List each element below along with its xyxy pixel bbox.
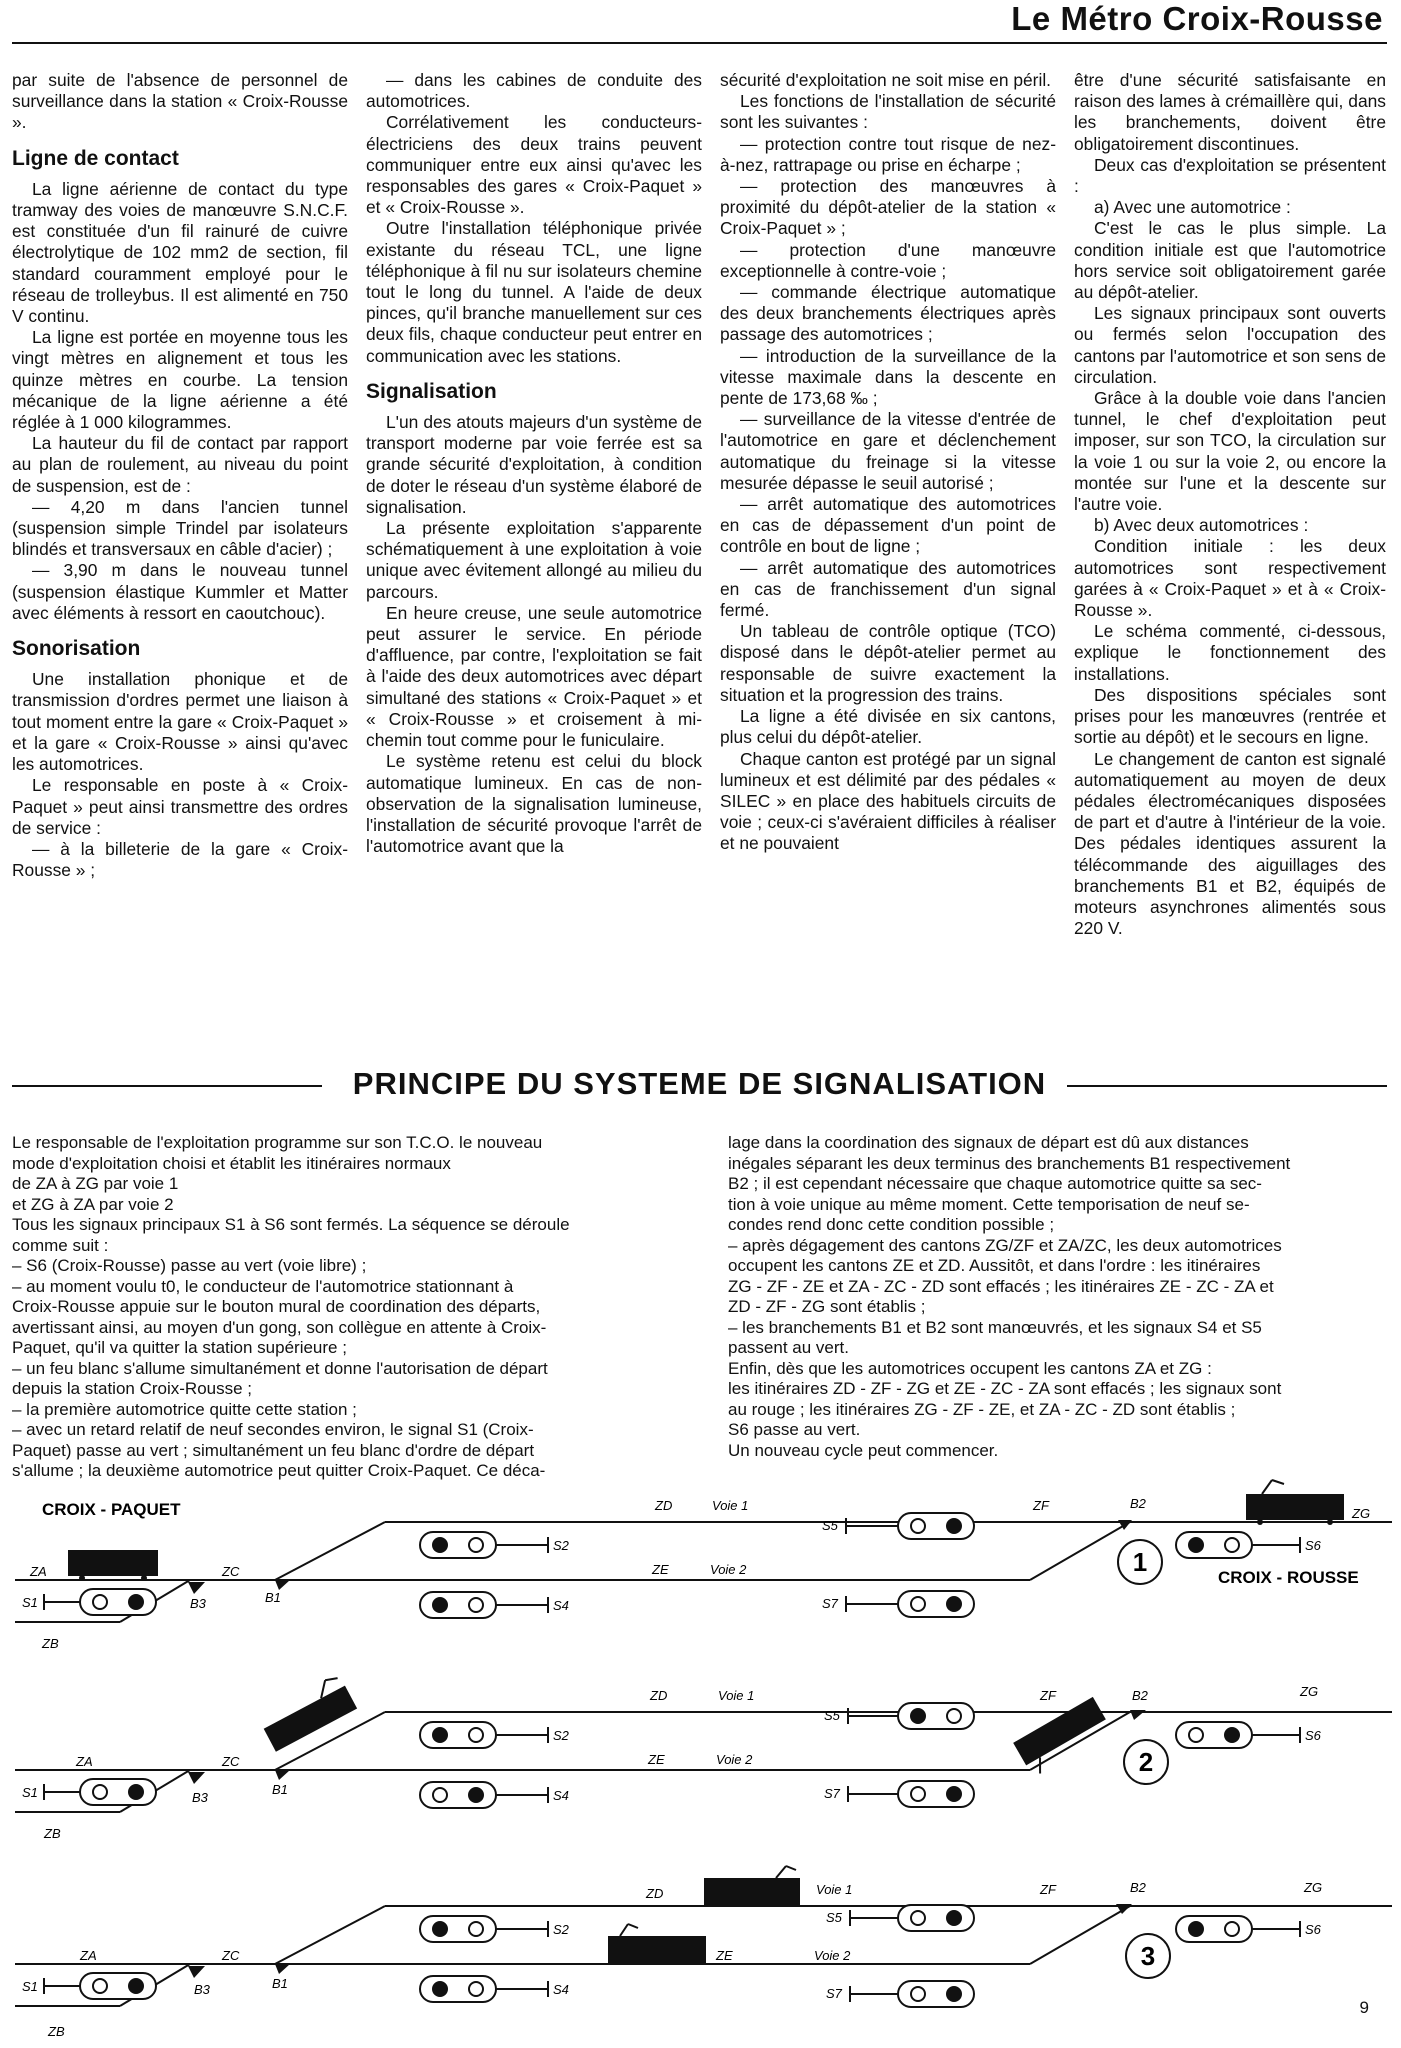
branch-label-b1: B1 <box>272 1782 288 1797</box>
zone-label-zd: ZD <box>646 1886 664 1901</box>
zone-label-zd: ZD <box>650 1688 668 1703</box>
railcar-croix-rousse <box>1246 1480 1344 1525</box>
text-line: de ZA à ZG par voie 1 <box>12 1174 179 1193</box>
signal-s1 <box>22 1973 156 1999</box>
signal-s7 <box>822 1591 974 1617</box>
text-line: avertissant ainsi, au moyen d'un gong, son collègue en attente à Croix- <box>12 1317 547 1337</box>
zone-label-za: ZA <box>30 1564 47 1579</box>
zone-label-zc: ZC <box>222 1948 240 1963</box>
paragraph: — commande électrique automatique des deux branchements électriques après passage des automotrices ; <box>720 282 1056 345</box>
zone-label-zc: ZC <box>222 1564 240 1579</box>
text-line: mode d'exploitation choisi et établit les itinéraires normaux <box>12 1153 451 1173</box>
zone-label-zg: ZG <box>1300 1684 1319 1699</box>
branch-b3-marker <box>188 1772 205 1784</box>
signal-label-s5: S5 <box>826 1910 842 1925</box>
signal-s1 <box>22 1779 156 1805</box>
text-line: – les branchements B1 et B2 sont manœuvrés, et les signaux S4 et S5 <box>728 1317 1262 1337</box>
paragraph: — protection d'une manœuvre exceptionnelle à contre-voie ; <box>720 239 1056 281</box>
signal-label-s6: S6 <box>1305 1728 1321 1743</box>
paragraph: Les signaux principaux sont ouverts ou fermés selon l'occupation des cantons par l'automotrice et son sens de circulation. <box>1074 303 1386 387</box>
zone-label-zb: ZB <box>42 1636 59 1651</box>
section-heading-sonorisation: Sonorisation <box>12 637 141 661</box>
signal-label-s4: S4 <box>553 1982 569 1997</box>
signal-label-s5: S5 <box>822 1518 838 1533</box>
paragraph: — protection des manœuvres à proximité du dépôt-atelier de la station « Croix-Paquet » ; <box>720 176 1056 239</box>
text-line: Tous les signaux principaux S1 à S6 sont fermés. La séquence se déroule <box>12 1215 570 1234</box>
zone-label-za: ZA <box>76 1754 93 1769</box>
text-line: – après dégagement des cantons ZG/ZF et ZA/ZC, les deux automotrices <box>728 1235 1282 1255</box>
signal-s4 <box>420 1592 569 1618</box>
signal-s7 <box>824 1781 974 1807</box>
signal-label-s2: S2 <box>553 1728 569 1743</box>
track-label-voie1: Voie 1 <box>718 1688 755 1703</box>
station-label-croix-paquet: CROIX - PAQUET <box>42 1500 181 1519</box>
text-line: B2 ; il est cependant nécessaire que chaque automotrice quitte sa sec- <box>728 1174 1262 1193</box>
text-line: Croix-Rousse appuie sur le bouton mural de coordination des départs, <box>12 1297 541 1316</box>
branch-b1-marker <box>275 1580 290 1590</box>
railcar-descending <box>1013 1697 1113 1778</box>
text-line: Un nouveau cycle peut commencer. <box>728 1440 999 1460</box>
signal-s2 <box>420 1916 570 1942</box>
signal-s6 <box>1176 1722 1322 1748</box>
zone-label-zf: ZF <box>1040 1882 1056 1897</box>
paragraph: Grâce à la double voie dans l'ancien tunnel, le chef d'exploitation peut imposer, sur son TCO, la circulation sur la voie 1 ou sur la voie 2, ou encore la montée sur l'une et la descente sur l'autre voie. <box>1074 388 1386 515</box>
signal-label-s7: S7 <box>822 1596 838 1611</box>
paragraph: — 3,90 m dans le nouveau tunnel (suspension élastique Kummler et Matter avec éléments à ressort en caoutchouc). <box>12 560 348 623</box>
text-line: – la première automotrice quitte cette station ; <box>12 1399 357 1419</box>
zone-label-zb: ZB <box>48 2024 65 2039</box>
paragraph: Le système retenu est celui du block automatique lumineux. En cas de non-observation de la signalisation lumineuse, l'installation de sécurité provoque l'arrêt de l'automotrice avant que la <box>366 751 702 857</box>
text-line: passent au vert. <box>728 1338 849 1357</box>
track-label-voie1: Voie 1 <box>712 1498 749 1513</box>
branch-label-b3: B3 <box>190 1596 206 1611</box>
paragraph: En heure creuse, une seule automotrice peut assurer le service. En période d'affluence, par contre, l'exploitation se fait à l'aide des deux automotrices avec départ simultané des stations « Croix-Paquet » et « Croix-Rousse » et croisement à mi-chemin tout comme pour le funiculaire. <box>366 602 702 751</box>
paragraph: Outre l'installation téléphonique privée existante du réseau TCL, une ligne téléphonique à fil nu sur isolateurs chemine tout le long du tunnel. A l'aide de deux pinces, qu'il branche manuellement sur ces deux fils, chaque conducteur peut entrer en communication avec les stations. <box>366 218 702 366</box>
text-line: Paquet, qu'il va quitter la station supérieure ; <box>12 1338 347 1357</box>
branch-b1-marker <box>275 1964 290 1974</box>
paragraph: — arrêt automatique des automotrices en cas de dépassement d'un point de contrôle en bout de ligne ; <box>720 494 1056 557</box>
paragraph: — dans les cabines de conduite des automotrices. <box>366 70 702 112</box>
signal-s5 <box>822 1513 974 1539</box>
signal-label-s7: S7 <box>824 1786 840 1801</box>
signal-s2 <box>420 1532 570 1558</box>
paragraph: b) Avec deux automotrices : <box>1094 515 1309 536</box>
paragraph: Chaque canton est protégé par un signal lumineux et est délimité par des pédales « SILEC » en place des habituels circuits de voie ; ceux-ci s'avéraient difficiles à réaliser et ne pouvaient <box>720 748 1056 854</box>
zone-label-zb: ZB <box>44 1826 61 1841</box>
section-title: PRINCIPE DU SYSTEME DE SIGNALISATION <box>343 1066 1056 1101</box>
paragraph: Les fonctions de l'installation de sécurité sont les suivantes : <box>720 91 1056 133</box>
panel-number: 3 <box>1140 1941 1156 1971</box>
branch-label-b2: B2 <box>1130 1496 1146 1511</box>
signal-label-s6: S6 <box>1305 1922 1321 1937</box>
paragraph: La présente exploitation s'apparente schématiquement à une exploitation à voie unique avec évitement allongé au milieu du parcours. <box>366 518 702 602</box>
header-rule <box>12 42 1387 44</box>
paragraph: — surveillance de la vitesse d'entrée de l'automotrice en gare et déclenchement automatique du freinage si la vitesse mesurée dépasse le seuil autorisé ; <box>720 409 1056 493</box>
branch-label-b3: B3 <box>194 1982 210 1997</box>
paragraph: — protection contre tout risque de nez-à-nez, rattrapage ou prise en écharpe ; <box>720 133 1056 175</box>
track-label-voie2: Voie 2 <box>814 1948 851 1963</box>
zone-label-zd: ZD <box>655 1498 673 1513</box>
panel-number: 2 <box>1138 1747 1154 1777</box>
text-line: les itinéraires ZD - ZF - ZG et ZE - ZC - ZA sont effacés ; les signaux sont <box>728 1379 1282 1398</box>
paragraph: Deux cas d'exploitation se présentent : <box>1074 154 1386 197</box>
paragraph: Des dispositions spéciales sont prises pour les manœuvres (rentrée et sortie au dépôt) et le secours en ligne. <box>1074 684 1386 748</box>
text-line: – au moment voulu t0, le conducteur de l'automotrice stationnant à <box>12 1276 514 1296</box>
track-label-voie2: Voie 2 <box>716 1752 753 1767</box>
zone-label-za: ZA <box>80 1948 97 1963</box>
page-title: Le Métro Croix-Rousse <box>1011 0 1383 37</box>
signal-s4 <box>420 1976 569 2002</box>
station-label-croix-rousse: CROIX - ROUSSE <box>1218 1568 1359 1587</box>
paragraph: être d'une sécurité satisfaisante en raison des lames à crémaillère qui, dans les branchements, doivent être obligatoirement discontinues. <box>1074 70 1386 154</box>
paragraph: La ligne aérienne de contact du type tramway des voies de manœuvre S.N.C.F. est constituée d'un fil rainuré de cuivre électrolytique de 102 mm2 de section, fil standard couramment employé pour le réseau de trolleybus. Il est alimenté en 750 V continu. <box>12 178 348 327</box>
paragraph: — arrêt automatique des automotrices en cas de franchissement d'un signal fermé. <box>720 557 1056 621</box>
paragraph: par suite de l'absence de personnel de surveillance dans la station « Croix-Rousse ». <box>12 70 348 133</box>
paragraph: Condition initiale : les deux automotrices sont respectivement garées à « Croix-Paquet » et à « Croix-Rousse ». <box>1074 536 1386 621</box>
signal-s5 <box>826 1905 974 1931</box>
text-line: Enfin, dès que les automotrices occupent les cantons ZA et ZG : <box>728 1358 1212 1378</box>
signal-s2 <box>420 1722 570 1748</box>
text-line: – un feu blanc s'allume simultanément et donne l'autorisation de départ <box>12 1358 548 1378</box>
signal-s5 <box>824 1703 974 1729</box>
paragraph: sécurité d'exploitation ne soit mise en péril. <box>720 70 1052 90</box>
paragraph: Une installation phonique et de transmission d'ordres permet une liaison à tout moment entre la gare « Croix-Paquet » et la gare « Croix-Rousse » ainsi qu'avec les automotrices. <box>12 669 348 775</box>
branch-label-b2: B2 <box>1132 1688 1148 1703</box>
branch-b2-marker <box>1130 1710 1146 1720</box>
article-column-1 <box>12 70 348 881</box>
section-heading-signalisation: Signalisation <box>366 379 497 403</box>
zone-label-zc: ZC <box>222 1754 240 1769</box>
branch-b1-marker <box>275 1770 290 1780</box>
signal-label-s1: S1 <box>22 1785 38 1800</box>
paragraph: — à la billeterie de la gare « Croix-Rousse » ; <box>12 838 348 881</box>
railcar-croix-paquet <box>68 1550 158 1581</box>
signal-label-s6: S6 <box>1305 1538 1321 1553</box>
text-line: ZG - ZF - ZE et ZA - ZC - ZD sont effacés ; les itinéraires ZE - ZC - ZA et <box>728 1276 1274 1296</box>
principle-text-left <box>12 1133 677 1482</box>
article-column-4 <box>1074 70 1386 939</box>
branch-b3-marker <box>188 1966 205 1978</box>
text-line: S6 passe au vert. <box>728 1420 861 1439</box>
paragraph: L'un des atouts majeurs d'un système de transport moderne par voie ferrée est sa grande sécurité d'exploitation, à condition de doter le réseau d'un système élaboré de signalisation. <box>366 412 702 517</box>
paragraph: Le responsable en poste à « Croix-Paquet » peut ainsi transmettre des ordres de service : <box>12 775 348 838</box>
paragraph: — introduction de la surveillance de la vitesse maximale dans la descente en pente de 173,68 ‰ ; <box>720 345 1056 409</box>
signal-label-s1: S1 <box>22 1979 38 1994</box>
signal-s1 <box>22 1589 156 1615</box>
text-line: depuis la station Croix-Rousse ; <box>12 1379 253 1398</box>
zone-label-zf: ZF <box>1040 1688 1056 1703</box>
text-line: – avec un retard relatif de neuf secondes environ, le signal S1 (Croix- <box>12 1420 534 1439</box>
paragraph: C'est le cas le plus simple. La condition initiale est que l'automotrice hors service soit obligatoirement garée au dépôt-atelier. <box>1074 218 1386 303</box>
paragraph: Corrélativement les conducteurs-électriciens des deux trains peuvent communiquer entre eux ainsi qu'avec les responsables des gares « Croix-Paquet » et « Croix-Rousse ». <box>366 112 702 218</box>
text-line: inégales séparant les deux terminus des branchements B1 respectivement <box>728 1153 1291 1173</box>
signal-label-s4: S4 <box>553 1598 569 1613</box>
zone-label-ze: ZE <box>648 1752 665 1767</box>
branch-label-b2: B2 <box>1130 1880 1146 1895</box>
text-line: Le responsable de l'exploitation programme sur son T.C.O. le nouveau <box>12 1133 543 1152</box>
branch-label-b3: B3 <box>192 1790 208 1805</box>
signal-label-s1: S1 <box>22 1595 38 1610</box>
signal-label-s4: S4 <box>553 1788 569 1803</box>
text-line: comme suit : <box>12 1235 109 1255</box>
text-line: au rouge ; les itinéraires ZG - ZF - ZE, et ZA - ZC - ZD sont établis ; <box>728 1399 1236 1419</box>
zone-label-ze: ZE <box>716 1948 733 1963</box>
article-column-2 <box>366 70 702 857</box>
branch-label-b1: B1 <box>265 1590 281 1605</box>
text-line: condes rend donc cette condition possible ; <box>728 1215 1055 1234</box>
signalling-diagram <box>0 1470 1401 2048</box>
signal-s6 <box>1176 1916 1322 1942</box>
branch-label-b1: B1 <box>272 1976 288 1991</box>
track-label-voie1: Voie 1 <box>816 1882 853 1897</box>
text-line: ZD - ZF - ZG sont établis ; <box>728 1297 926 1316</box>
text-line: – S6 (Croix-Rousse) passe au vert (voie libre) ; <box>12 1256 367 1275</box>
paragraph: Un tableau de contrôle optique (TCO) disposé dans le dépôt-atelier permet au responsable de suivre exactement la situation et la progression des trains. <box>720 621 1056 705</box>
zone-label-zf: ZF <box>1033 1498 1049 1513</box>
zone-label-zg: ZG <box>1352 1506 1371 1521</box>
signal-label-s2: S2 <box>553 1922 569 1937</box>
principle-text-right <box>728 1133 1388 1461</box>
text-line: tion à voie unique au même moment. Cette temporisation de neuf se- <box>728 1194 1250 1214</box>
paragraph: La ligne a été divisée en six cantons, plus celui du dépôt-atelier. <box>720 706 1056 748</box>
section-title-bar <box>12 1066 1387 1106</box>
paragraph: La ligne est portée en moyenne tous les vingt mètres en alignement et tous les quinze mètres en courbe. La tension mécanique de la ligne aérienne a été réglée à 1 000 kilogrammes. <box>12 327 348 433</box>
text-line: s'allume ; la deuxième automotrice peut quitter Croix-Paquet. Ce déca- <box>12 1461 546 1480</box>
text-line: Paquet) passe au vert ; simultanément un feu blanc d'ordre de départ <box>12 1440 535 1460</box>
section-heading-contact: Ligne de contact <box>12 146 179 170</box>
text-line: occupent les cantons ZE et ZD. Aussitôt, et dans l'ordre : les itinéraires <box>728 1256 1261 1275</box>
paragraph: — 4,20 m dans l'ancien tunnel (suspension simple Trindel par isolateurs blindés et transversaux en câble d'acier) ; <box>12 496 348 560</box>
paragraph: La hauteur du fil de contact par rapport au plan de roulement, au niveau du point de suspension, est de : <box>12 433 348 496</box>
railcar-ascending <box>257 1673 357 1752</box>
zone-label-zg: ZG <box>1304 1880 1323 1895</box>
article-column-3 <box>720 70 1056 855</box>
page-number: 9 <box>1359 1998 1369 2017</box>
railcar-on-voie-2 <box>608 1924 706 1964</box>
paragraph: Le changement de canton est signalé automatiquement au moyen de deux pédales électromécaniques disposées de part et d'autre à l'intérieur de la voie. Des pédales identiques assurent la télécommande des aiguillages des branchements B1 et B2, équipés de moteurs asynchrones alimentés sous 220 V. <box>1074 748 1386 939</box>
paragraph: Le schéma commenté, ci-dessous, explique le fonctionnement des installations. <box>1074 621 1386 684</box>
signal-label-s2: S2 <box>553 1538 569 1553</box>
signal-label-s5: S5 <box>824 1708 840 1723</box>
signal-s7 <box>826 1981 974 2007</box>
zone-label-ze: ZE <box>652 1562 669 1577</box>
track-label-voie2: Voie 2 <box>710 1562 747 1577</box>
branch-b3-marker <box>188 1582 205 1594</box>
signal-label-s7: S7 <box>826 1986 842 2001</box>
railcar-on-voie-1 <box>704 1866 800 1906</box>
panel-number: 1 <box>1132 1547 1148 1577</box>
text-line: et ZG à ZA par voie 2 <box>12 1194 174 1214</box>
text-line: lage dans la coordination des signaux de départ est dû aux distances <box>728 1133 1249 1152</box>
signal-s4 <box>420 1782 569 1808</box>
signal-s6 <box>1176 1532 1322 1558</box>
paragraph: a) Avec une automotrice : <box>1094 197 1291 218</box>
